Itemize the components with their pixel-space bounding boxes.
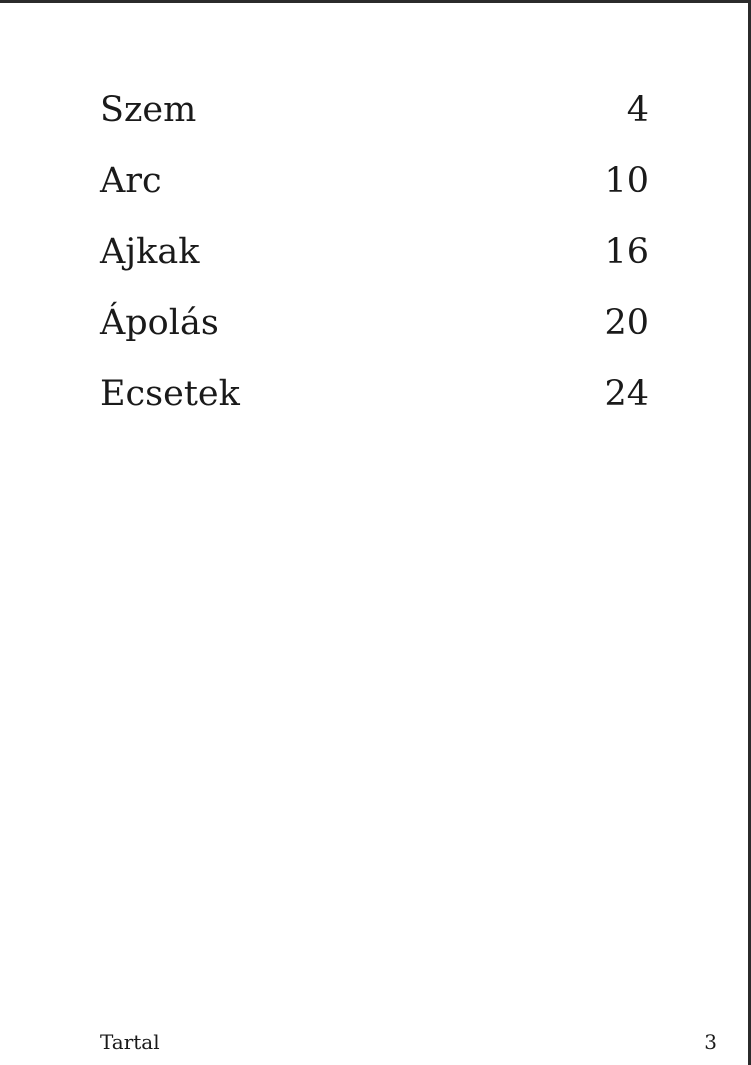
toc-entry-page: 24 — [604, 374, 649, 414]
toc-entry[interactable] — [100, 158, 649, 229]
table-of-contents — [100, 87, 649, 442]
toc-entry-page: 20 — [604, 303, 649, 343]
footer-page-number: 3 — [704, 1030, 717, 1054]
toc-entry-title: Ecsetek — [100, 374, 240, 414]
toc-entry-page: 4 — [626, 90, 649, 130]
toc-entry-title: Ápolás — [100, 303, 219, 343]
toc-entry[interactable] — [100, 300, 649, 371]
toc-entry-title: Arc — [100, 161, 162, 201]
toc-entry-title: Szem — [100, 90, 197, 130]
page-footer — [100, 1029, 717, 1055]
toc-entry[interactable] — [100, 87, 649, 158]
toc-entry-page: 16 — [604, 232, 649, 272]
toc-entry[interactable] — [100, 229, 649, 300]
toc-entry-title: Ajkak — [100, 232, 200, 272]
footer-section-label: Tartal — [100, 1030, 160, 1054]
toc-entry[interactable] — [100, 371, 649, 442]
toc-entry-page: 10 — [604, 161, 649, 201]
